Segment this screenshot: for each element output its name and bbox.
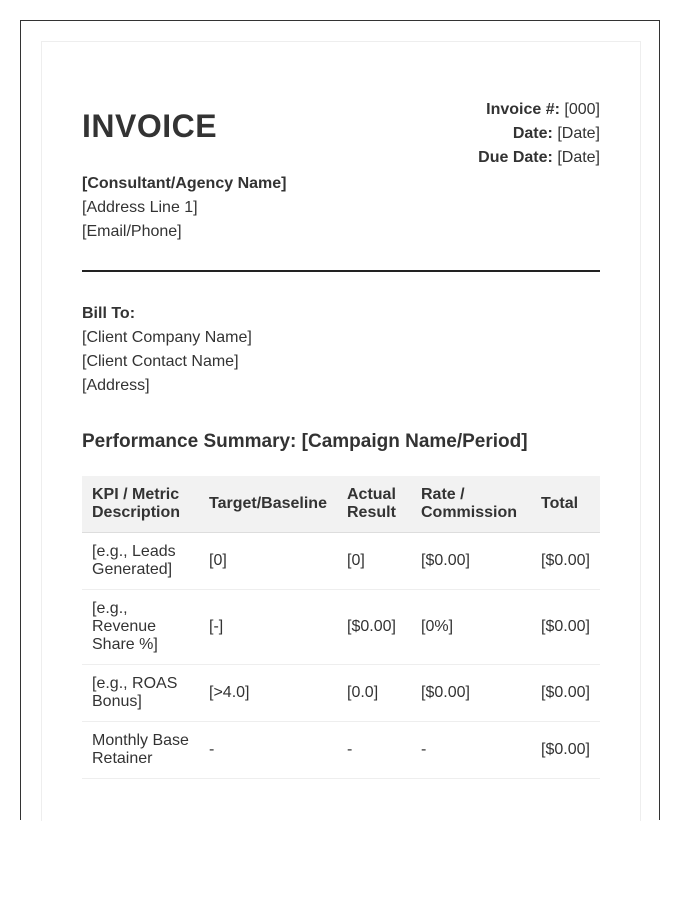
table-cell: - (411, 722, 531, 779)
column-header: Target/Baseline (199, 476, 337, 533)
date-line (478, 122, 600, 146)
due-date-label: Due Date: (478, 149, 553, 166)
table-cell: [>4.0] (199, 665, 337, 722)
table-cell: [$0.00] (337, 590, 411, 665)
table-cell: [e.g., Revenue Share %] (82, 590, 199, 665)
client-address: [Address] (82, 377, 150, 394)
column-header: Total (531, 476, 600, 533)
table-cell: [-] (199, 590, 337, 665)
date-label: Date: (512, 125, 553, 142)
table-cell: [$0.00] (531, 722, 600, 779)
sender-block (82, 172, 286, 244)
table-cell: [e.g., ROAS Bonus] (82, 665, 199, 722)
invoice-number-line (478, 98, 600, 122)
table-cell: [$0.00] (531, 665, 600, 722)
table-row (82, 533, 600, 590)
table-cell: [$0.00] (411, 665, 531, 722)
client-company: [Client Company Name] (82, 329, 252, 346)
table-cell: - (337, 722, 411, 779)
table-cell: [$0.00] (411, 533, 531, 590)
table-cell: [0] (199, 533, 337, 590)
table-cell: Monthly Base Retainer (82, 722, 199, 779)
column-header: Rate / Commission (411, 476, 531, 533)
column-header: KPI / Metric Description (82, 476, 199, 533)
invoice-number-label: Invoice #: (486, 101, 560, 118)
invoice-number-value: [000] (564, 101, 600, 118)
table-header-row (82, 476, 600, 533)
performance-summary-title: Performance Summary: [Campaign Name/Period] (82, 431, 528, 452)
table-cell: [0%] (411, 590, 531, 665)
column-header: Actual Result (337, 476, 411, 533)
table-cell: - (199, 722, 337, 779)
sender-address: [Address Line 1] (82, 199, 198, 216)
table-cell: [0.0] (337, 665, 411, 722)
table-row (82, 722, 600, 779)
invoice-title: INVOICE (82, 108, 218, 144)
bill-to-label: Bill To: (82, 305, 136, 322)
header-divider (82, 270, 600, 272)
table-cell: [0] (337, 533, 411, 590)
sender-name: [Consultant/Agency Name] (82, 175, 287, 192)
performance-table (82, 476, 600, 779)
table-row (82, 665, 600, 722)
bill-to-block (82, 302, 252, 398)
table-row (82, 590, 600, 665)
sender-contact: [Email/Phone] (82, 223, 182, 240)
table-cell: [$0.00] (531, 533, 600, 590)
table-cell: [e.g., Leads Generated] (82, 533, 199, 590)
date-value: [Date] (557, 125, 600, 142)
client-contact: [Client Contact Name] (82, 353, 239, 370)
table-cell: [$0.00] (531, 590, 600, 665)
due-date-line (478, 146, 600, 170)
due-date-value: [Date] (557, 149, 600, 166)
invoice-meta (478, 98, 600, 170)
